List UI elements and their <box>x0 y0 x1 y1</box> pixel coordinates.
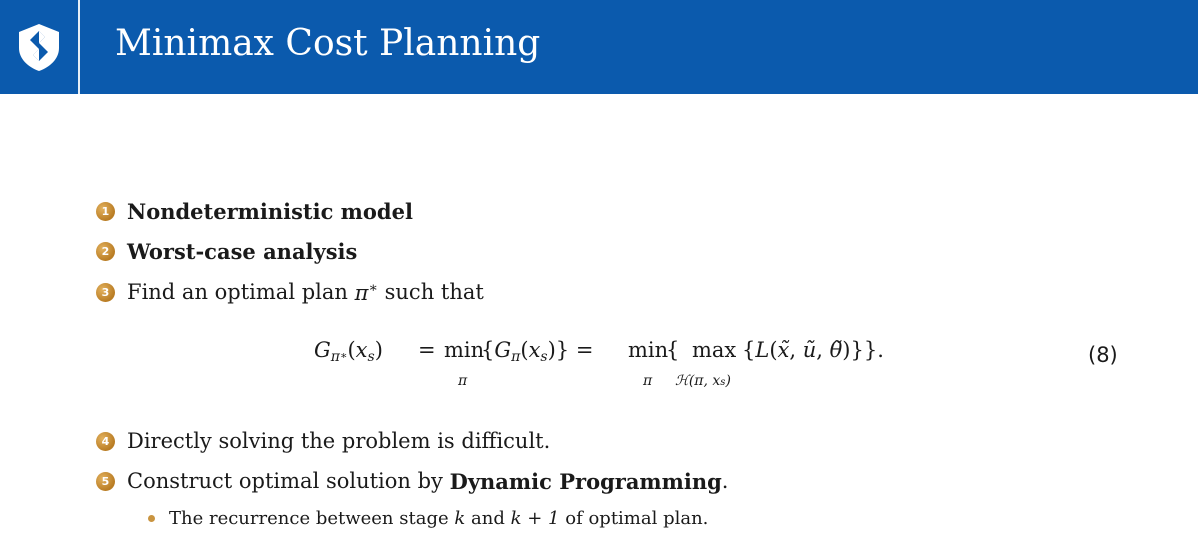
var-k: k <box>454 507 466 529</box>
min-subscript-2: π <box>643 373 653 389</box>
list-item-4 <box>96 426 550 456</box>
item-text: Nondeterministic model <box>127 198 413 224</box>
shield-s-logo-icon <box>13 21 65 73</box>
item-text: Directly solving the problem is difficult. <box>127 429 551 453</box>
item-number: 4 <box>96 432 115 451</box>
sub-bullet-text-2: and <box>471 507 505 529</box>
pi-star-math: π∗ <box>354 279 378 305</box>
list-item-2 <box>96 236 357 266</box>
equation-number: (8) <box>1088 343 1118 367</box>
min-operator-2: min <box>628 338 669 362</box>
item-text: Worst-case analysis <box>127 238 358 264</box>
item-number: 3 <box>96 283 115 302</box>
sub-bullet-text-1: The recurrence between stage <box>169 507 449 529</box>
item-number: 1 <box>96 202 115 221</box>
max-subscript: ℋ(π, xs) <box>675 373 731 389</box>
bullet-dot <box>148 515 155 522</box>
header-divider <box>78 0 80 94</box>
sub-bullet <box>148 504 708 532</box>
max-operator: max <box>692 338 737 362</box>
item-text: Find an optimal plan <box>127 280 348 304</box>
item-bold-text: Dynamic Programming <box>449 468 722 494</box>
equation-lhs: $G_\pi∗(x_s)$ <box>314 338 383 365</box>
list-item-1 <box>96 196 413 226</box>
item-text: Construct optimal solution by <box>127 469 443 493</box>
open-brace: { <box>666 338 680 362</box>
item-number: 2 <box>96 242 115 261</box>
header-bar <box>0 0 1198 94</box>
sub-bullet-text-3: of optimal plan. <box>565 507 709 529</box>
item-text-after: . <box>721 469 729 493</box>
min-operator-1: min <box>444 338 485 362</box>
equals-sign: = <box>418 338 436 362</box>
slide-title: Minimax Cost Planning <box>115 23 541 64</box>
min-subscript-1: π <box>458 373 468 389</box>
item-number: 5 <box>96 472 115 491</box>
equation-rhs: {L(x̃, ũ, θ̃)}}. <box>742 338 884 362</box>
equation-middle: $\{G_\pi(x_s)\}$ = <box>481 338 594 365</box>
item-text-after: such that <box>384 280 484 304</box>
logo <box>0 0 78 94</box>
var-k-plus-1: k + 1 <box>510 507 560 529</box>
list-item-5 <box>96 466 728 496</box>
list-item-3 <box>96 277 484 307</box>
